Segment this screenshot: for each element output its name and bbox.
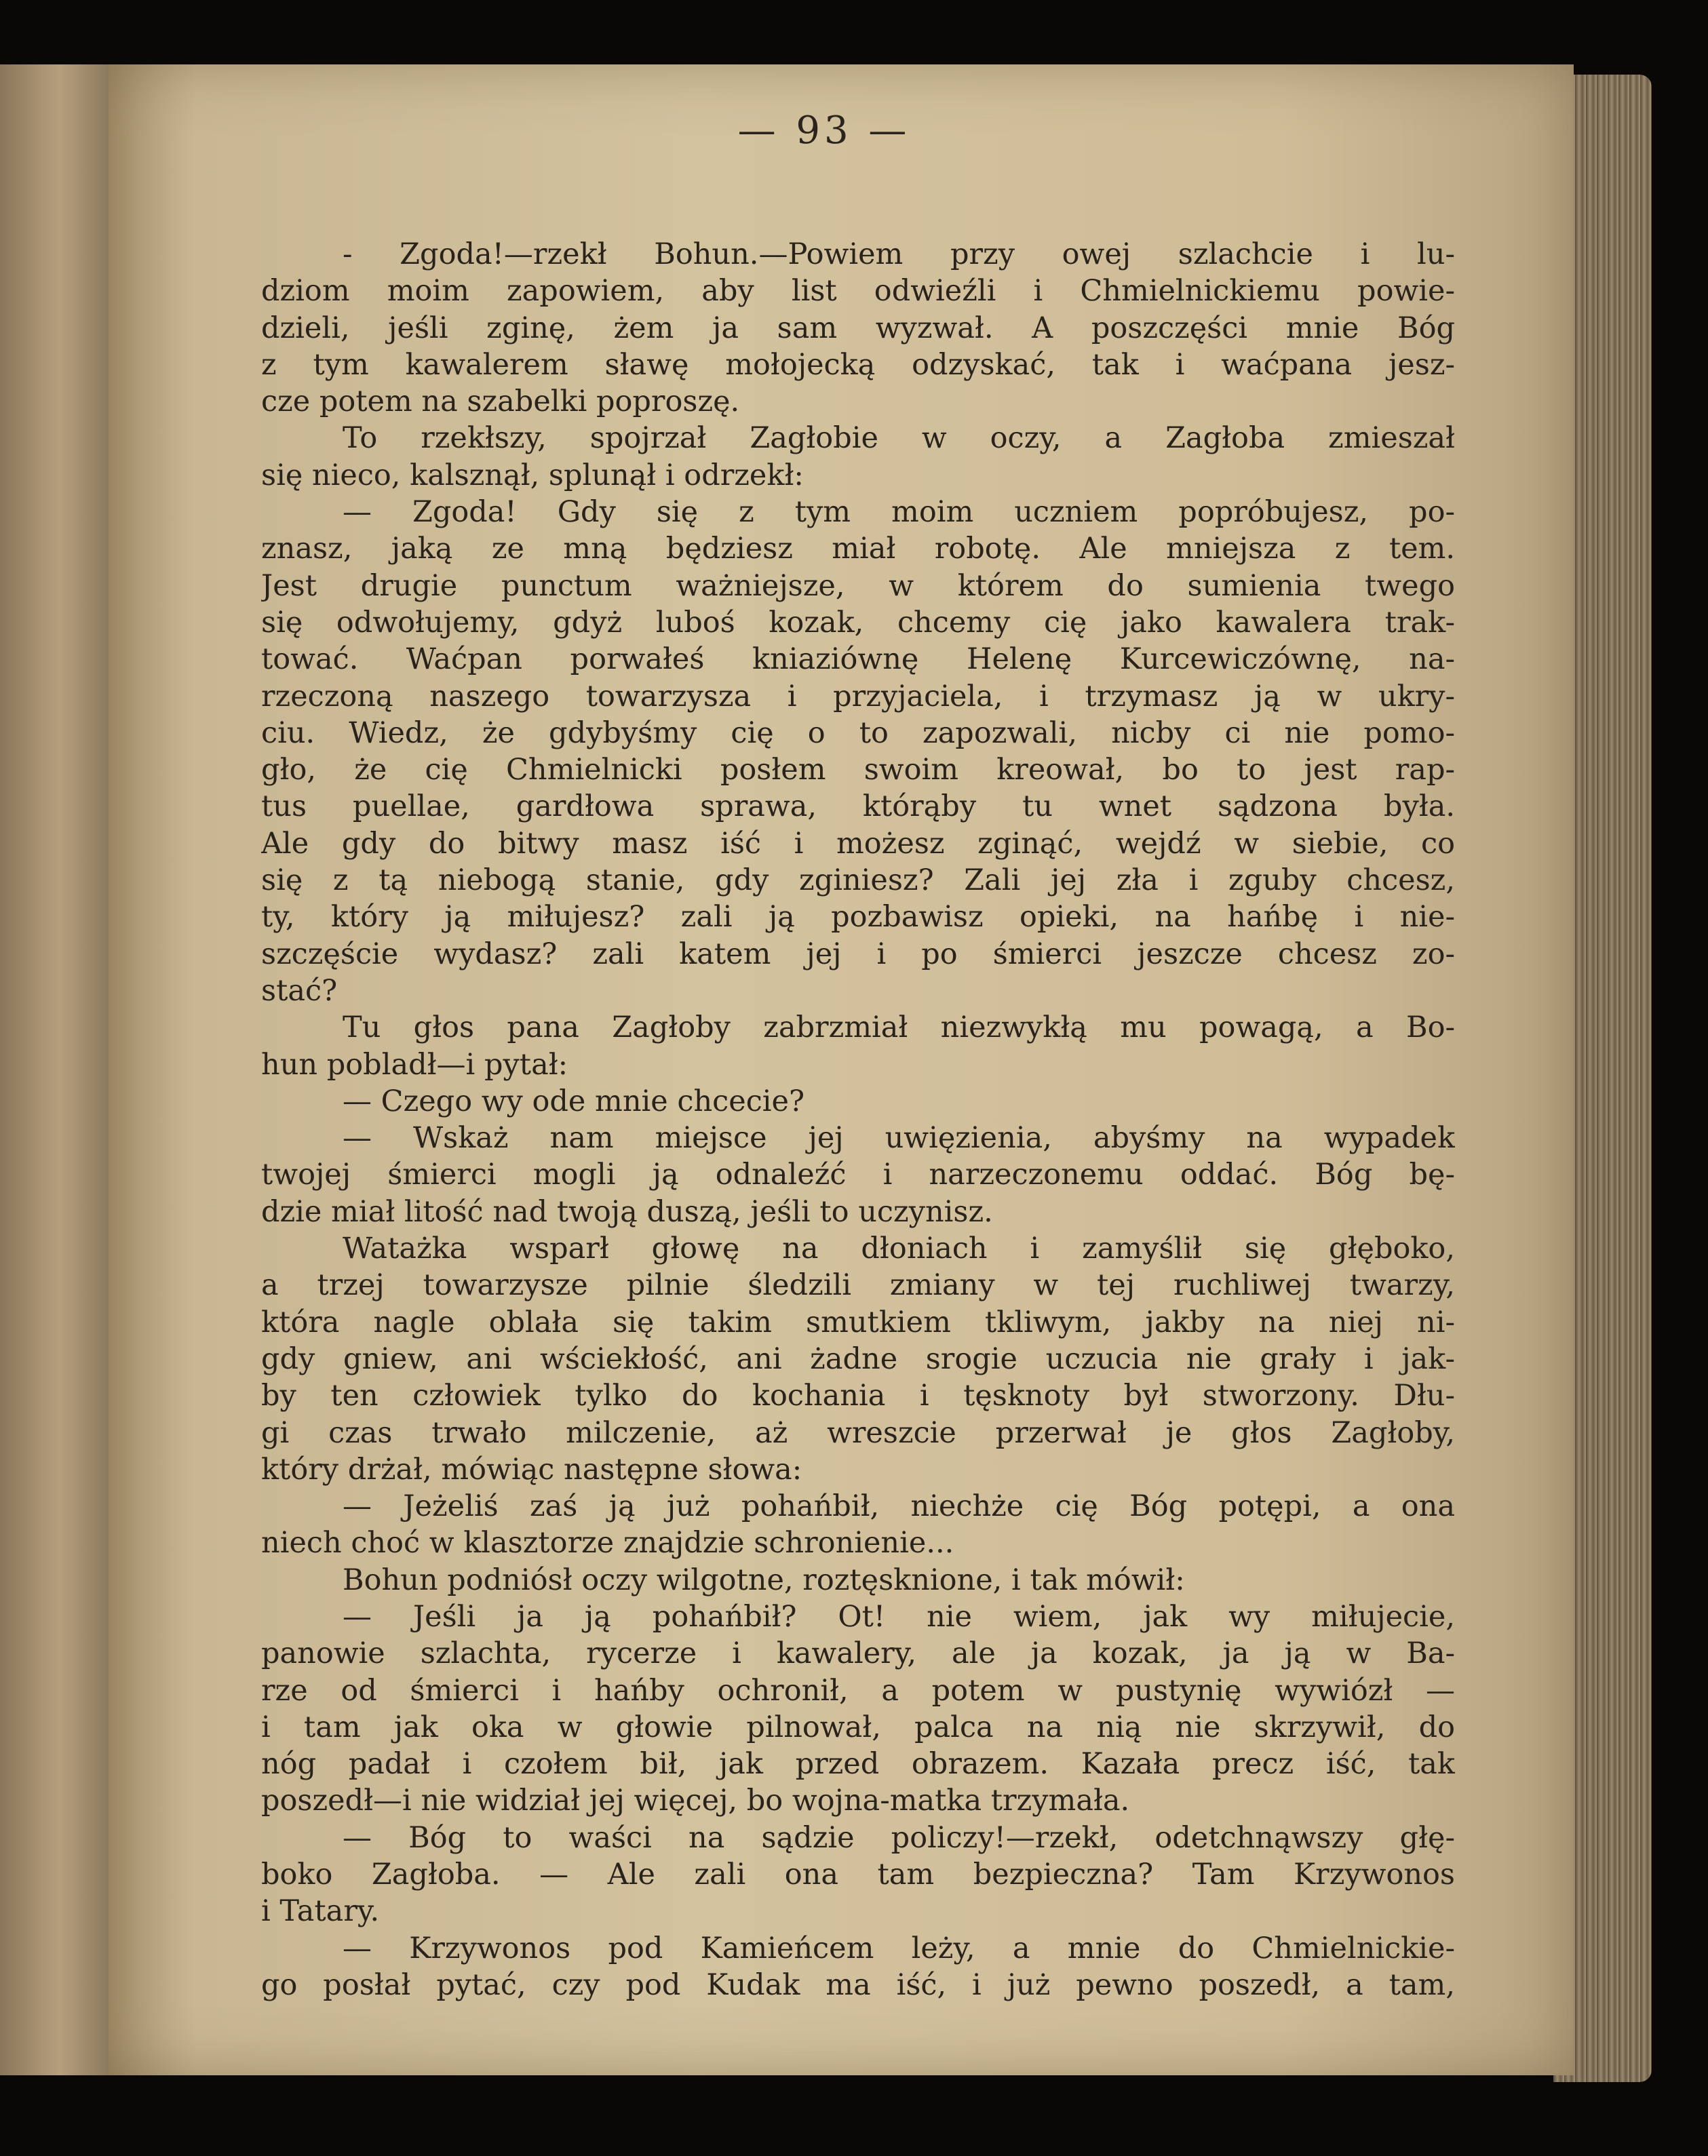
text-line: ty, który ją miłujesz? zali ją pozbawisz opieki, na hańbę i nie- <box>261 900 1455 935</box>
text-line: poszedł—i nie widział jej więcej, bo wojna-matka trzymała. <box>261 1784 1130 1818</box>
text-line: Watażka wsparł głowę na dłoniach i zamyślił się głęboko, <box>343 1232 1455 1266</box>
text-line: rzeczoną naszego towarzysza i przyjaciela, i trzymasz ją w ukry- <box>261 679 1455 713</box>
text-line: To rzekłszy, spojrzał Zagłobie w oczy, a Zagłoba zmieszał <box>343 421 1455 456</box>
text-line: dzieli, jeśli zginę, żem ja sam wyzwał. A poszczęści mnie Bóg <box>261 311 1455 345</box>
text-line: cze potem na szabelki poproszę. <box>261 385 740 419</box>
left-page-edge <box>0 64 109 2075</box>
text-line: Tu głos pana Zagłoby zabrzmiał niezwykłą mu powagą, a Bo- <box>343 1011 1455 1045</box>
text-line: hun pobladł—i pytał: <box>261 1047 568 1082</box>
text-line: Ale gdy do bitwy masz iść i możesz zginąć, wejdź w siebie, co <box>261 826 1455 861</box>
text-line: stać? <box>261 973 338 1008</box>
text-line: i Tatary. <box>261 1894 380 1929</box>
text-line: się odwołujemy, gdyż luboś kozak, chcemy cię jako kawalera trak- <box>261 605 1455 640</box>
text-line: Bohun podniósł oczy wilgotne, roztęsknione, i tak mówił: <box>343 1563 1185 1597</box>
text-line: który drżał, mówiąc następne słowa: <box>261 1452 802 1487</box>
text-line: — Bóg to waści na sądzie policzy!—rzekł, odetchnąwszy głę- <box>343 1820 1455 1855</box>
text-line: niech choć w klasztorze znajdzie schronienie... <box>261 1526 954 1561</box>
text-line: szczęście wydasz? zali katem jej i po śmierci jeszcze chcesz zo- <box>261 937 1455 971</box>
text-line: — Krzywonos pod Kamieńcem leży, a mnie do Chmielnickie- <box>343 1931 1455 1965</box>
text-line: się z tą niebogą stanie, gdy zginiesz? Zali jej zła i zguby chcesz, <box>261 863 1455 898</box>
text-line: i tam jak oka w głowie pilnował, palca na nią nie skrzywił, do <box>261 1710 1455 1744</box>
text-line: która nagle oblała się takim smutkiem tkliwym, jakby na niej ni- <box>261 1305 1455 1339</box>
text-line: — Zgoda! Gdy się z tym moim uczniem popróbujesz, po- <box>343 495 1455 530</box>
text-line: — Jeżeliś zaś ją już pohańbił, niechże cię Bóg potępi, a ona <box>343 1489 1455 1524</box>
text-line: go posłał pytać, czy pod Kudak ma iść, i już pewno poszedł, a tam, <box>261 1967 1455 2002</box>
text-line: boko Zagłoba. — Ale zali ona tam bezpieczna? Tam Krzywonos <box>261 1858 1455 1892</box>
text-line: Jest drugie punctum ważniejsze, w którem do sumienia twego <box>261 568 1455 603</box>
text-line: z tym kawalerem sławę mołojecką odzyskać, tak i waćpana jesz- <box>261 347 1455 382</box>
text-line: nóg padał i czołem bił, jak przed obrazem. Kazała precz iść, tak <box>261 1747 1455 1782</box>
text-line: dzie miał litość nad twoją duszą, jeśli to uczynisz. <box>261 1194 993 1229</box>
text-line: rze od śmierci i hańby ochronił, a potem w pustynię wywiózł — <box>261 1673 1455 1708</box>
text-line: panowie szlachta, rycerze i kawalery, ale ja kozak, ja ją w Ba- <box>261 1636 1455 1671</box>
text-line: twojej śmierci mogli ją odnaleźć i narzeczonemu oddać. Bóg bę- <box>261 1158 1455 1192</box>
text-line: dziom moim zapowiem, aby list odwieźli i Chmielnickiemu powie- <box>261 274 1455 309</box>
text-line: tus puellae, gardłowa sprawa, którąby tu wnet sądzona była. <box>261 789 1455 824</box>
text-line: — Wskaż nam miejsce jej uwięzienia, abyśmy na wypadek <box>343 1121 1455 1156</box>
page-number: — 93 — <box>737 109 911 153</box>
text-line: tować. Waćpan porwałeś kniaziównę Helenę Kurcewiczównę, na- <box>261 642 1455 677</box>
text-line: znasz, jaką ze mną będziesz miał robotę. Ale mniejsza z tem. <box>261 532 1455 566</box>
body-text <box>261 236 1455 2003</box>
text-line: by ten człowiek tylko do kochania i tęsknoty był stworzony. Dłu- <box>261 1379 1455 1413</box>
text-line: gi czas trwało milczenie, aż wreszcie przerwał je głos Zagłoby, <box>261 1415 1455 1450</box>
text-line: gło, że cię Chmielnicki posłem swoim kreował, bo to jest rap- <box>261 753 1455 787</box>
text-line: się nieco, kalsznął, splunął i odrzekł: <box>261 458 804 492</box>
text-line: — Czego wy ode mnie chcecie? <box>343 1084 805 1118</box>
text-line: gdy gniew, ani wściekłość, ani żadne srogie uczucia nie grały i jak- <box>261 1341 1455 1376</box>
text-line: - Zgoda!—rzekł Bohun.—Powiem przy owej szlachcie i lu- <box>343 237 1455 271</box>
text-line: ciu. Wiedz, że gdybyśmy cię o to zapozwali, nicby ci nie pomo- <box>261 716 1455 750</box>
text-line: — Jeśli ja ją pohańbił? Ot! nie wiem, jak wy miłujecie, <box>343 1599 1455 1634</box>
text-line: a trzej towarzysze pilnie śledzili zmiany w tej ruchliwej twarzy, <box>261 1268 1455 1303</box>
